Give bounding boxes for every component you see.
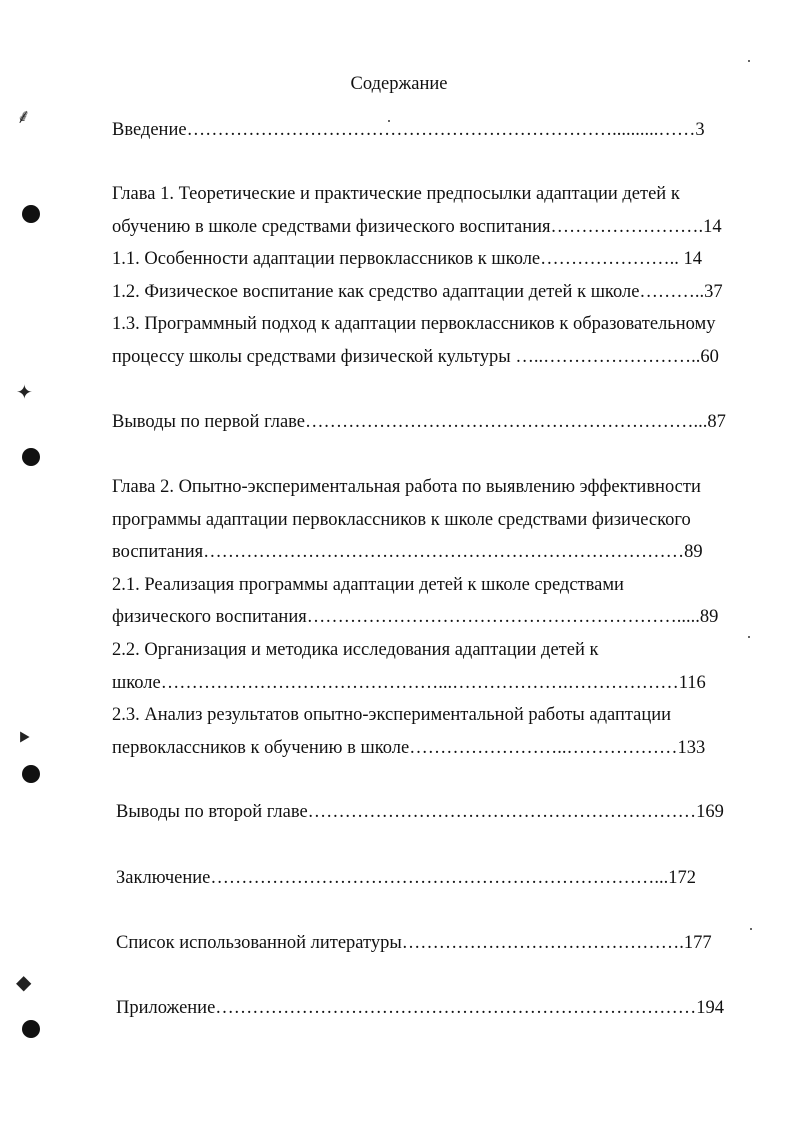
toc-entry-chapter-2: Глава 2. Опытно-экспериментальная работа по выявлению эффективности: [112, 477, 701, 497]
toc-entry-conclusion: Заключение………………………………………………………………...172: [116, 868, 696, 888]
scan-mark-icon: ✦: [16, 382, 33, 404]
toc-entry-2-1-cont: физического воспитания…………………………………………………….....89: [112, 607, 719, 627]
scan-mark-icon: ◆: [16, 972, 32, 994]
toc-entry-2-1: 2.1. Реализация программы адаптации детей к школе средствами: [112, 575, 624, 595]
toc-entry-conclusions-1: Выводы по первой главе………………………………………………………...87: [112, 412, 726, 432]
toc-entry-references: Список использованной литературы……………………………………….177: [116, 933, 712, 953]
toc-entry-2-3-cont: первоклассников к обучению в школе……………………..………………133: [112, 738, 706, 758]
binder-hole: [22, 448, 40, 466]
toc-entry-appendix: Приложение……………………………………………………………………194: [116, 998, 725, 1018]
scan-speck: [748, 636, 750, 638]
scan-mark-icon: ⯈: [16, 728, 32, 750]
toc-entry-2-2-cont: школе………………………………………...……………….………………116: [112, 673, 706, 693]
scan-speck: [750, 928, 752, 930]
toc-entry-chapter-1: Глава 1. Теоретические и практические предпосылки адаптации детей к: [112, 184, 680, 204]
toc-entry-conclusions-2: Выводы по второй главе………………………………………………………169: [116, 802, 724, 822]
scan-mark-icon: ⸙: [16, 106, 31, 128]
binder-hole: [22, 1020, 40, 1038]
toc-entry-1-3: 1.3. Программный подход к адаптации первоклассников к образовательному: [112, 314, 716, 334]
toc-entry-chapter-1-cont: обучению в школе средствами физического воспитания…………………….14: [112, 217, 722, 237]
toc-entry-1-1: 1.1. Особенности адаптации первоклассников к школе………………….. 14: [112, 249, 703, 269]
toc-entry-1-3-cont: процессу школы средствами физической культуры …..……………………..60: [112, 347, 719, 367]
toc-entry-2-2: 2.2. Организация и методика исследования адаптации детей к: [112, 640, 599, 660]
toc-entry-chapter-2-cont: программы адаптации первоклассников к школе средствами физического: [112, 510, 691, 530]
binder-hole: [22, 765, 40, 783]
binder-hole: [22, 205, 40, 223]
scan-speck: [748, 60, 750, 62]
toc-entry-2-3: 2.3. Анализ результатов опытно-экспериментальной работы адаптации: [112, 705, 672, 725]
toc-entry-1-2: 1.2. Физическое воспитание как средство адаптации детей к школе………..37: [112, 282, 723, 302]
toc-entry-chapter-2-cont: воспитания……………………………………………………………………89: [112, 542, 703, 562]
toc-entry-introduction: Введение……………………………………………………………..........……3: [112, 120, 705, 140]
page-title: Содержание: [350, 74, 448, 94]
